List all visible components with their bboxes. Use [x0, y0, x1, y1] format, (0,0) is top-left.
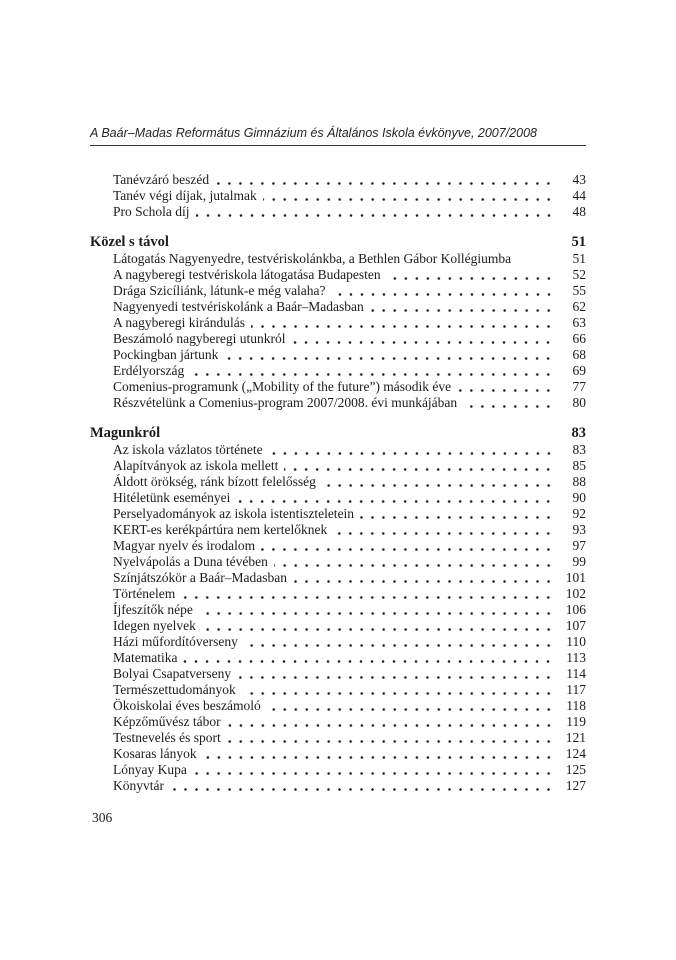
- toc-row: [90, 650, 586, 666]
- toc-entry-title: Nyelvápolás a Duna tévében: [113, 554, 268, 569]
- dot-leader: [370, 299, 554, 315]
- dot-leader: [242, 682, 554, 698]
- toc-entry-page: 68: [572, 347, 586, 362]
- toc-entry-title: Képzőművész tábor: [113, 714, 221, 729]
- dot-leader: [215, 172, 554, 188]
- toc-row: [90, 283, 586, 299]
- toc-entry-title: Alapítványok az iskola mellett: [113, 458, 279, 473]
- dot-leader: [196, 204, 555, 220]
- toc-entry-page: 101: [565, 570, 586, 585]
- dot-leader: [267, 698, 554, 714]
- toc-entry-page: 77: [572, 379, 586, 394]
- toc-entry-page: 90: [572, 490, 586, 505]
- toc-row: [90, 666, 586, 682]
- page-content: [90, 126, 586, 794]
- dot-leader: [183, 650, 554, 666]
- toc-entry-title: Részvételünk a Comenius-program 2007/2008. évi munkájában: [113, 395, 458, 410]
- running-header: A Baár–Madas Református Gimnázium és Általános Iskola évkönyve, 2007/2008: [90, 126, 586, 146]
- toc-entry-title: Kosaras lányok: [113, 746, 197, 761]
- dot-leader: [463, 395, 554, 411]
- dot-leader: [263, 188, 554, 204]
- toc-section-page: 51: [571, 234, 586, 250]
- page-number-footer: 306: [92, 810, 113, 825]
- dot-leader: [322, 474, 554, 490]
- dot-leader: [193, 762, 554, 778]
- toc-row: [90, 379, 586, 395]
- toc-entry-page: 43: [572, 172, 586, 187]
- toc-entry-page: 80: [572, 395, 586, 410]
- toc-row: [90, 730, 586, 746]
- toc-entry-page: 114: [566, 666, 586, 681]
- toc-entry-title: Természettudományok: [113, 682, 236, 697]
- toc-entry-page: 52: [572, 267, 586, 282]
- dot-leader: [181, 586, 554, 602]
- toc-entry-title: Íjfeszítők népe: [113, 602, 193, 617]
- toc-row: [90, 363, 586, 379]
- toc-entry-title: Matematika: [113, 650, 178, 665]
- toc-row: [90, 762, 586, 778]
- toc-row: [90, 251, 586, 267]
- toc-entry-title: Pro Schola díj: [113, 204, 190, 219]
- toc-row: [90, 570, 586, 586]
- toc-row: [90, 395, 586, 411]
- toc-entry-page: 92: [572, 506, 586, 521]
- dot-leader: [190, 363, 554, 379]
- dot-leader: [170, 778, 554, 794]
- toc-row: [90, 698, 586, 714]
- dot-leader: [236, 490, 554, 506]
- dot-leader: [333, 522, 554, 538]
- toc-section-title: Közel s távol: [90, 234, 169, 250]
- toc-entry-page: 125: [565, 762, 586, 777]
- dot-leader: [171, 234, 557, 250]
- toc-entry-page: 127: [565, 778, 586, 793]
- toc-entry-page: 51: [572, 251, 586, 266]
- dot-leader: [360, 506, 554, 522]
- toc-entry-title: Drága Szicíliánk, látunk-e még valaha?: [113, 283, 326, 298]
- toc-entry-page: 66: [572, 331, 586, 346]
- toc-entry-title: Pockingban jártunk: [113, 347, 219, 362]
- toc-entry-title: Magyar nyelv és irodalom: [113, 538, 256, 553]
- toc-entry-title: Házi műfordítóverseny: [113, 634, 238, 649]
- toc-entry-page: 69: [572, 363, 586, 378]
- toc-row: [90, 234, 586, 250]
- toc-entry-title: Ökoiskolai éves beszámoló: [113, 698, 261, 713]
- toc-entry-title: Testnevelés és sport: [113, 730, 221, 745]
- toc-row: [90, 299, 586, 315]
- toc-entry-title: Az iskola vázlatos története: [113, 442, 263, 457]
- toc-row: [90, 347, 586, 363]
- toc-entry-title: Tanévzáró beszéd: [113, 172, 210, 187]
- dot-leader: [203, 746, 554, 762]
- toc-row: [90, 490, 586, 506]
- toc-row: [90, 602, 586, 618]
- toc-entry-title: Lónyay Kupa: [113, 762, 187, 777]
- toc-entry-title: Könyvtár: [113, 778, 164, 793]
- toc-entry-title: Nagyenyedi testvériskolánk a Baár–Madasban: [113, 299, 364, 314]
- toc-row: [90, 331, 586, 347]
- toc-entry-page: 124: [565, 746, 586, 761]
- dot-leader: [224, 347, 554, 363]
- dot-leader: [269, 442, 554, 458]
- toc-entry-title: Látogatás Nagyenyedre, testvériskolánkba, a Bethlen Gábor Kollégiumba: [113, 251, 512, 266]
- toc-row: [90, 188, 586, 204]
- toc-entry-page: 113: [566, 650, 586, 665]
- dot-leader: [457, 379, 554, 395]
- toc-row: [90, 538, 586, 554]
- toc-entry-title: A nagyberegi testvériskola látogatása Budapesten: [113, 267, 381, 282]
- toc-entry-page: 44: [572, 188, 586, 203]
- dot-leader: [284, 458, 554, 474]
- toc-row: [90, 634, 586, 650]
- toc-entry-page: 110: [566, 634, 586, 649]
- toc-section-title: Magunkról: [90, 425, 161, 441]
- toc-entry-page: 117: [566, 682, 586, 697]
- toc-entry-title: KERT-es kerékpártúra nem kertelőknek: [113, 522, 328, 537]
- toc-section-page: 83: [571, 425, 586, 441]
- dot-leader: [513, 251, 557, 267]
- toc-list: [90, 172, 586, 794]
- toc-entry-page: 63: [572, 315, 586, 330]
- toc-entry-title: Idegen nyelvek: [113, 618, 196, 633]
- toc-row: [90, 442, 586, 458]
- dot-leader: [237, 666, 554, 682]
- toc-entry-page: 118: [566, 698, 586, 713]
- toc-row: [90, 506, 586, 522]
- toc-row: [90, 204, 586, 220]
- toc-entry-title: Hitéletünk eseményei: [113, 490, 231, 505]
- toc-entry-title: Erdélyország: [113, 363, 185, 378]
- toc-entry-title: Történelem: [113, 586, 176, 601]
- toc-row: [90, 522, 586, 538]
- toc-entry-title: A nagyberegi kirándulás: [113, 315, 245, 330]
- toc-entry-page: 102: [565, 586, 586, 601]
- toc-entry-page: 93: [572, 522, 586, 537]
- dot-leader: [261, 538, 554, 554]
- dot-leader: [332, 283, 554, 299]
- toc-row: [90, 315, 586, 331]
- toc-entry-title: Comenius-programunk („Mobility of the future”) második éve: [113, 379, 452, 394]
- dot-leader: [202, 618, 554, 634]
- toc-row: [90, 172, 586, 188]
- toc-entry-title: Áldott örökség, ránk bízott felelősség: [113, 474, 316, 489]
- dot-leader: [293, 570, 554, 586]
- toc-row: [90, 618, 586, 634]
- toc-entry-title: Tanév végi díjak, jutalmak: [113, 188, 257, 203]
- dot-leader: [387, 267, 554, 283]
- toc-entry-page: 107: [565, 618, 586, 633]
- toc-entry-page: 106: [565, 602, 586, 617]
- toc-entry-page: 62: [572, 299, 586, 314]
- dot-leader: [274, 554, 554, 570]
- toc-row: [90, 778, 586, 794]
- toc-entry-title: Bolyai Csapatverseny: [113, 666, 232, 681]
- toc-row: [90, 714, 586, 730]
- toc-entry-title: Színjátszókör a Baár–Madasban: [113, 570, 287, 585]
- toc-entry-page: 55: [572, 283, 586, 298]
- dot-leader: [227, 730, 554, 746]
- toc-row: [90, 746, 586, 762]
- toc-entry-page: 88: [572, 474, 586, 489]
- toc-entry-page: 121: [565, 730, 586, 745]
- toc-row: [90, 586, 586, 602]
- toc-entry-page: 48: [572, 204, 586, 219]
- toc-entry-page: 97: [572, 538, 586, 553]
- dot-leader: [227, 714, 554, 730]
- dot-leader: [251, 315, 554, 331]
- toc-row: [90, 554, 586, 570]
- toc-entry-page: 119: [566, 714, 586, 729]
- toc-entry-title: Perselyadományok az iskola istentiszteletein: [113, 506, 355, 521]
- toc-entry-page: 99: [572, 554, 586, 569]
- toc-entry-title: Beszámoló nagyberegi utunkról: [113, 331, 286, 346]
- dot-leader: [162, 425, 557, 441]
- dot-leader: [291, 331, 554, 347]
- toc-row: [90, 458, 586, 474]
- toc-row: [90, 267, 586, 283]
- dot-leader: [244, 634, 554, 650]
- toc-entry-page: 83: [572, 442, 586, 457]
- dot-leader: [199, 602, 554, 618]
- toc-row: [90, 425, 586, 441]
- toc-row: [90, 474, 586, 490]
- toc-row: [90, 682, 586, 698]
- toc-entry-page: 85: [572, 458, 586, 473]
